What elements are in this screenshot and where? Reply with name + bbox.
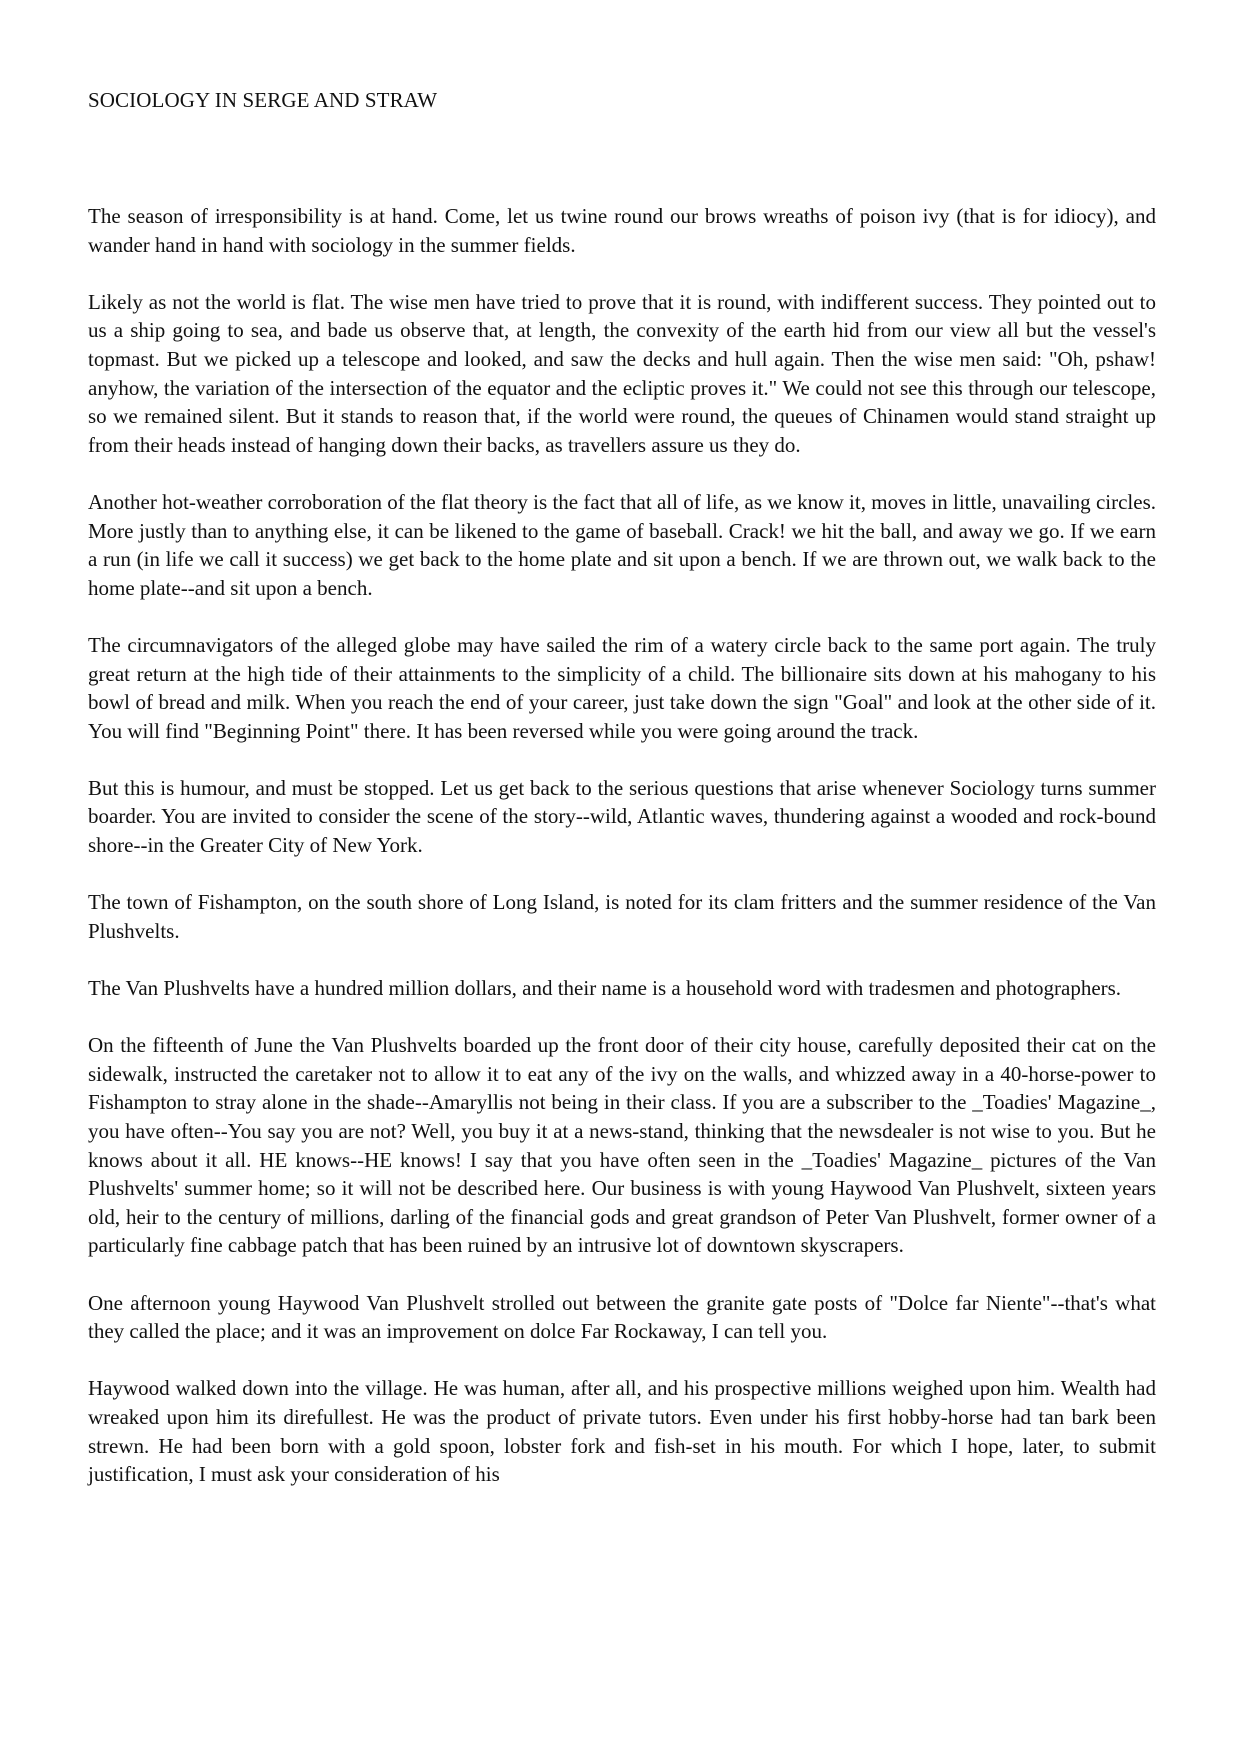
paragraph: The town of Fishampton, on the south shore of Long Island, is noted for its clam fritters and the summer residence of the Van Plushvelts. bbox=[88, 890, 1156, 943]
paragraph: The Van Plushvelts have a hundred million dollars, and their name is a household word with tradesmen and photographers. bbox=[88, 976, 1122, 1001]
paragraph: But this is humour, and must be stopped. Let us get back to the serious questions that arise whenever Sociology turns summer boarder. You are invited to consider the scene of the story--wild, Atlantic waves, thundering against a wooded and rock-bound shore--in the Greater City of New York. bbox=[88, 775, 1156, 858]
document-page bbox=[88, 86, 1156, 1517]
paragraph: The circumnavigators of the alleged globe may have sailed the rim of a watery circle back to the same port again. The truly great return at the high tide of their attainments to the simplicity of a child. The billionaire sits down at his mahogany to his bowl of bread and milk. When you reach the end of your career, just take down the sign "Goal" and look at the other side of it. You will find "Beginning Point" there. It has been reversed while you were going around the track. bbox=[88, 632, 1156, 743]
page-title: SOCIOLOGY IN SERGE AND STRAW bbox=[88, 88, 438, 112]
paragraph: Likely as not the world is flat. The wise men have tried to prove that it is round, with indifferent success. They pointed out to us a ship going to sea, and bade us observe that, at length, the convexity of the earth hid from our view all but the vessel's topmast. But we picked up a telescope and looked, and saw the decks and hull again. Then the wise men said: "Oh, pshaw! anyhow, the variation of the intersection of the equator and the ecliptic proves it." We could not see this through our telescope, so we remained silent. But it stands to reason that, if the world were round, the queues of Chinamen would stand straight up from their heads instead of hanging down their backs, as travellers assure us they do. bbox=[88, 289, 1156, 457]
paragraph: Another hot-weather corroboration of the flat theory is the fact that all of life, as we know it, moves in little, unavailing circles. More justly than to anything else, it can be likened to the game of baseball. Crack! we hit the ball, and away we go. If we earn a run (in life we call it success) we get back to the home plate and sit upon a bench. If we are thrown out, we walk back to the home plate--and sit upon a bench. bbox=[88, 489, 1156, 600]
paragraph: The season of irresponsibility is at hand. Come, let us twine round our brows wreaths of poison ivy (that is for idiocy), and wander hand in hand with sociology in the summer fields. bbox=[88, 204, 1156, 257]
paragraph: Haywood walked down into the village. He was human, after all, and his prospective millions weighed upon him. Wealth had wreaked upon him its direfullest. He was the product of private tutors. Even under his first hobby-horse had tan bark been strewn. He had been born with a gold spoon, lobster fork and fish-set in his mouth. For which I hope, later, to submit justification, I must ask your consideration of his bbox=[88, 1376, 1156, 1487]
paragraph: On the fifteenth of June the Van Plushvelts boarded up the front door of their city house, carefully deposited their cat on the sidewalk, instructed the caretaker not to allow it to eat any of the ivy on the walls, and whizzed away in a 40-horse-power to Fishampton to stray alone in the shade--Amaryllis not being in their class. If you are a subscriber to the _Toadies' Magazine_, you have often--You say you are not? Well, you buy it at a news-stand, thinking that the newsdealer is not wise to you. But he knows about it all. HE knows--HE knows! I say that you have often seen in the _Toadies' Magazine_ pictures of the Van Plushvelts' summer home; so it will not be described here. Our business is with young Haywood Van Plushvelt, sixteen years old, heir to the century of millions, darling of the financial gods and great grandson of Peter Van Plushvelt, former owner of a particularly fine cabbage patch that has been ruined by an intrusive lot of downtown skyscrapers. bbox=[88, 1033, 1156, 1258]
paragraph: One afternoon young Haywood Van Plushvelt strolled out between the granite gate posts of "Dolce far Niente"--that's what they called the place; and it was an improvement on dolce Far Rockaway, I can tell you. bbox=[88, 1290, 1156, 1344]
document-body bbox=[88, 202, 1156, 1489]
